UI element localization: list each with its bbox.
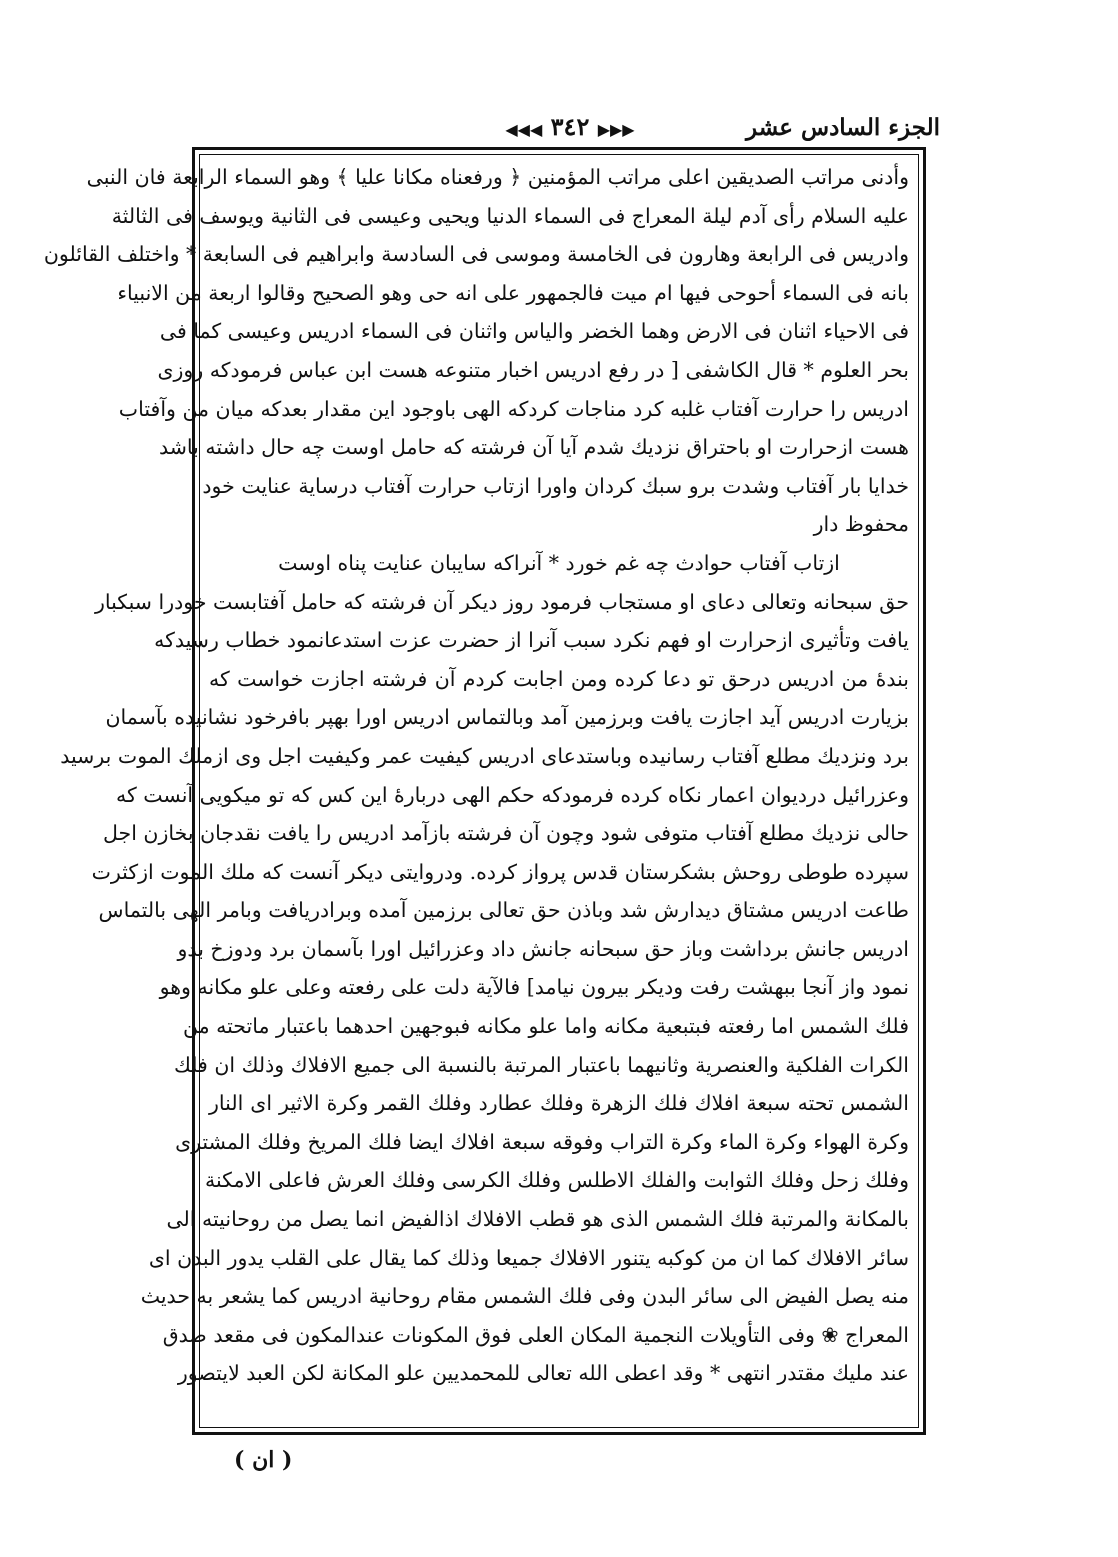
text-line: بزيارت ادريس آيد اجازت يافت وبرزمين آمد وبالتماس ادريس اورا بهپر بافرخود نشانيده بآسمان — [105, 705, 909, 730]
text-line: برد ونزديك مطلع آفتاب رسانيده وباستدعاى ادريس كيفيت عمر وكيفيت اجل وى ازملك الموت برسيد — [60, 743, 909, 768]
text-line: الكرات الفلكية والعنصرية وثانيهما باعتبار المرتبة بالنسبة الى جميع الافلاك وذلك ان فلك — [173, 1052, 909, 1077]
page-number-block — [485, 112, 655, 141]
text-frame — [43, 147, 926, 1435]
text-line: بحر العلوم * قال الكاشفى [ در رفع ادريس اخبار متنوعه هست ابن عباس فرمودكه روزى — [157, 357, 909, 382]
text-line: بندۀ من ادريس درحق تو دعا كرده ومن اجابت كردم آن فرشته اجازت خواست كه — [209, 666, 909, 691]
body-text — [43, 158, 909, 1393]
text-line: منه يصل الفيض الى سائر البدن وفى فلك الشمس مقام روحانية ادريس كما يشعر به حديث — [140, 1284, 909, 1309]
text-line: نمود واز آنجا ببهشت رفت وديكر بيرون نيامد] فالآية دلت على رفعته وعلى علو مكانه وهو — [159, 975, 909, 1000]
text-line: وفلك زحل وفلك الثوابت والفلك الاطلس وفلك الكرسى وفلك العرش فاعلى الامكنة — [205, 1168, 909, 1193]
text-line: بالمكانة والمرتبة فلك الشمس الذى هو قطب الافلاك اذالفيض انما يصل من روحانيته الى — [166, 1207, 909, 1232]
text-line: المعراج ❀ وفى التأويلات النجمية المكان العلى فوق المكونات عندالمكون فى مقعد صدق — [162, 1322, 909, 1347]
text-line: ازتاب آفتاب حوادث چه غم خورد * آنراكه سايبان عنايت پناه اوست — [278, 550, 840, 575]
text-line: الشمس تحته سبعة افلاك فلك الزهرة وفلك عطارد وفلك القمر وكرة الاثير اى النار — [209, 1091, 909, 1116]
page-number: ٣٤٢ — [550, 112, 590, 141]
text-line: سائر الافلاك كما ان من كوكبه يتنور الافلاك جميعا وذلك كما يقال على القلب يدور البدن اى — [148, 1245, 909, 1270]
page-header — [200, 112, 940, 148]
text-line: طاعت ادريس مشتاق ديدارش شد وباذن حق تعالى برزمين آمده وبرادريافت وبامر الهى بالتماس — [98, 898, 909, 923]
text-line: يافت وتأثيرى ازحرارت او فهم نكرد سبب آنرا از حضرت عزت استدعانمود خطاب رسيدكه — [154, 628, 909, 653]
text-line: ادريس جانش برداشت وباز حق سبحانه جانش داد وعزرائيل اورا بآسمان برد ودوزخ بدو — [177, 936, 909, 961]
text-line: هست ازحرارت او باحتراق نزديك شدم آيا آن فرشته كه حامل اوست چه حال داشته باشد — [158, 435, 909, 460]
text-line: وكرة الهواء وكرة الماء وكرة التراب وفوقه سبعة افلاك ايضا فلك المريخ وفلك المشترى — [175, 1129, 909, 1154]
text-line: عليه السلام رأى آدم ليلة المعراج فى السماء الدنيا ويحيى وعيسى فى الثانية ويوسف فى الثالثة — [111, 203, 909, 228]
text-line: سپرده طوطى روحش بشكرستان قدس پرواز كرده. ودروايتى ديكر آنست كه ملك الموت ازكثرت — [91, 859, 909, 884]
text-line: خدايا بار آفتاب وشدت برو سبك كردان واورا ازتاب حرارت آفتاب درساية عنايت خود — [202, 473, 909, 498]
ornament-left-icon: ◀◀◀ — [505, 120, 543, 139]
catchword: ( ان ) — [234, 1447, 293, 1473]
ornament-right-icon: ▶▶▶ — [597, 120, 635, 139]
text-line: ادريس را حرارت آفتاب غلبه كرد مناجات كردكه الهى باوجود اين مقدار بعدكه ميان من وآفتاب — [118, 396, 909, 421]
text-line: فلك الشمس اما رفعته فبتبعية مكانه واما علو مكانه فبوجهين احدهما باعتبار ماتحته من — [183, 1014, 909, 1039]
text-line: وأدنى مراتب الصديقين اعلى مراتب المؤمنين ﴿ ورفعناه مكانا عليا ﴾ وهو السماء الرابعة فان النبى — [86, 165, 909, 189]
text-line: وعزرائيل درديوان اعمار نكاه كرده فرمودكه حكم الهى دربارۀ اين كس كه تو ميكويى آنست كه — [116, 782, 909, 807]
text-line: وادريس فى الرابعة وهارون فى الخامسة وموسى فى السادسة وابراهيم فى السابعة * واختلف القائلون — [43, 242, 909, 267]
text-line: حالى نزديك مطلع آفتاب متوفى شود وچون آن فرشته بازآمد ادريس را يافت نقدجان بخازن اجل — [103, 821, 909, 846]
text-line: بانه فى السماء أحوحى فيها ام ميت فالجمهور على انه حى وهو الصحيح وقالوا اربعة من الانبياء — [117, 280, 909, 305]
text-line: فى الاحياء اثنان فى الارض وهما الخضر والياس واثنان فى السماء ادريس وعيسى كما فى — [159, 319, 909, 344]
text-line: محفوظ دار — [813, 512, 909, 537]
section-title: الجزء السادس عشر — [746, 114, 940, 141]
text-line: عند مليك مقتدر انتهى * وقد اعطى الله تعالى للمحمديين علو المكانة لكن العبد لايتصور — [177, 1361, 909, 1386]
text-line: حق سبحانه وتعالى دعاى او مستجاب فرمود روز ديكر آن فرشته كه حامل آفتابست خودرا سبكبار — [94, 589, 909, 614]
